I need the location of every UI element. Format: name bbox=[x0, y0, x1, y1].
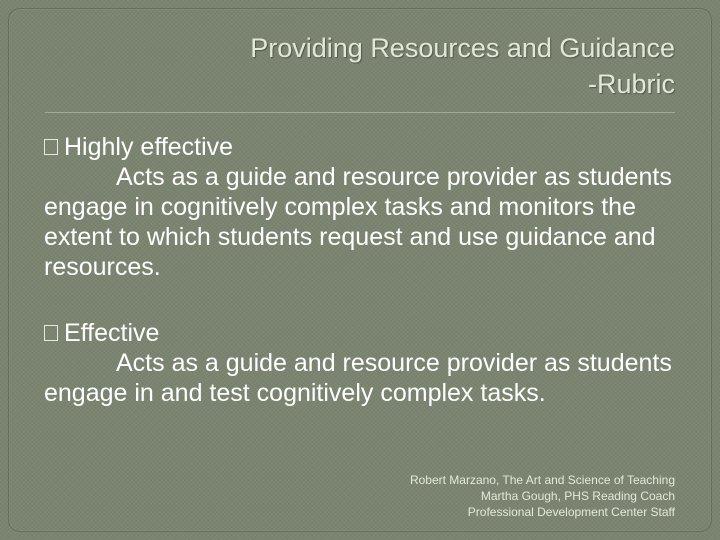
title-divider bbox=[45, 112, 675, 113]
rubric-level-description: Acts as a guide and resource provider as students engage in cognitively complex tasks and monitors the extent to which students request and use guidance and resources. bbox=[44, 163, 672, 281]
rubric-item-highly-effective bbox=[44, 132, 684, 162]
checkbox-square-icon bbox=[44, 139, 58, 155]
slide-title-line1: Providing Resources and Guidance bbox=[250, 33, 675, 63]
rubric-level-description: Acts as a guide and resource provider as students engage in and test cognitively complex tasks. bbox=[44, 349, 672, 407]
rubric-item-effective bbox=[44, 318, 684, 348]
credits bbox=[410, 472, 675, 520]
credit-line: Robert Marzano, The Art and Science of Teaching bbox=[409, 473, 675, 487]
slide-title-line2: -Rubric bbox=[587, 69, 675, 99]
slide-title bbox=[115, 30, 675, 102]
rubric-level-label: Effective bbox=[64, 319, 160, 347]
rubric-level-label: Highly effective bbox=[64, 133, 234, 161]
rubric-spacer bbox=[44, 282, 684, 318]
checkbox-square-icon bbox=[44, 325, 58, 341]
credit-line: Martha Gough, PHS Reading Coach bbox=[480, 489, 675, 503]
rubric-list bbox=[44, 132, 684, 408]
credit-line: Professional Development Center Staff bbox=[467, 505, 675, 519]
